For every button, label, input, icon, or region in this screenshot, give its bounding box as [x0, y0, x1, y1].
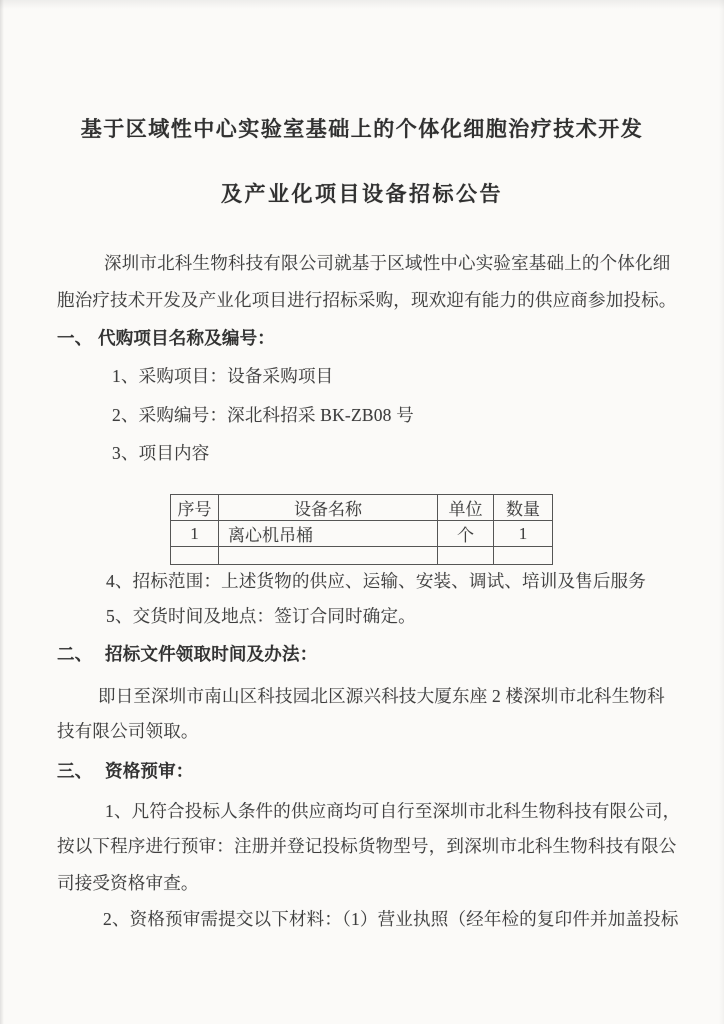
section-3-heading — [57, 758, 194, 784]
prequalification-para1-line-1: 1、凡符合投标人条件的供应商均可自行至深圳市北科生物科技有限公司， — [105, 801, 681, 821]
item-project-content: 3、项目内容 — [112, 443, 210, 463]
item-procurement-number: 2、采购编号：深北科招采 BK-ZB08 号 — [112, 405, 414, 425]
prequalification-para2-line-1: 2、资格预审需提交以下材料：（1）营业执照（经年检的复印件并加盖投标 — [103, 909, 679, 929]
cell-equipment-name: 离心机吊桶 — [219, 521, 438, 547]
document-title-line-1: 基于区域性中心实验室基础上的个体化细胞治疗技术开发 — [80, 117, 644, 141]
cell-quantity: 1 — [494, 521, 553, 547]
intro-line-2: 胞治疗技术开发及产业化项目进行招标采购，现欢迎有能力的供应商参加投标。 — [57, 290, 677, 310]
col-header-equipment-name: 设备名称 — [219, 495, 438, 521]
intro-line-1: 深圳市北科生物科技有限公司就基于区域性中心实验室基础上的个体化细 — [104, 253, 671, 273]
cell-unit-empty — [438, 547, 494, 565]
section-1-title: 代购项目名称及编号： — [98, 328, 275, 348]
prequalification-para1-line-2: 按以下程序进行预审：注册并登记投标货物型号，到深圳市北科生物科技有限公 — [57, 836, 677, 856]
item-bid-scope: 4、招标范围：上述货物的供应、运输、安装、调试、培训及售后服务 — [106, 571, 646, 591]
section-1-number: 一、 — [57, 328, 93, 348]
section-2-title: 招标文件领取时间及办法： — [105, 644, 318, 664]
cell-serial-empty — [171, 547, 219, 565]
prequalification-para1-line-3: 司接受资格审查。 — [57, 873, 199, 893]
col-header-quantity: 数量 — [494, 495, 553, 521]
cell-serial: 1 — [171, 521, 219, 547]
document-title-line-2: 及产业化项目设备招标公告 — [221, 182, 503, 206]
item-delivery: 5、交货时间及地点：签订合同时确定。 — [106, 606, 416, 626]
col-header-unit: 单位 — [438, 495, 494, 521]
section-1-heading — [57, 325, 275, 351]
equipment-table — [170, 494, 553, 565]
cell-equipment-name-empty — [219, 547, 438, 565]
section-2-line-2: 技有限公司领取。 — [57, 721, 199, 741]
cell-unit: 个 — [438, 521, 494, 547]
table-row-1 — [171, 521, 553, 547]
section-2-heading — [57, 641, 317, 667]
section-3-number: 三、 — [57, 761, 93, 781]
section-3-title: 资格预审： — [105, 761, 194, 781]
table-header-row — [171, 495, 553, 521]
table-row-2-empty — [171, 547, 553, 565]
cell-quantity-empty — [494, 547, 553, 565]
item-procurement-project: 1、采购项目：设备采购项目 — [112, 366, 334, 386]
section-2-line-1: 即日至深圳市南山区科技园北区源兴科技大厦东座 2 楼深圳市北科生物科 — [98, 686, 665, 706]
section-2-number: 二、 — [57, 644, 93, 664]
col-header-serial: 序号 — [171, 495, 219, 521]
